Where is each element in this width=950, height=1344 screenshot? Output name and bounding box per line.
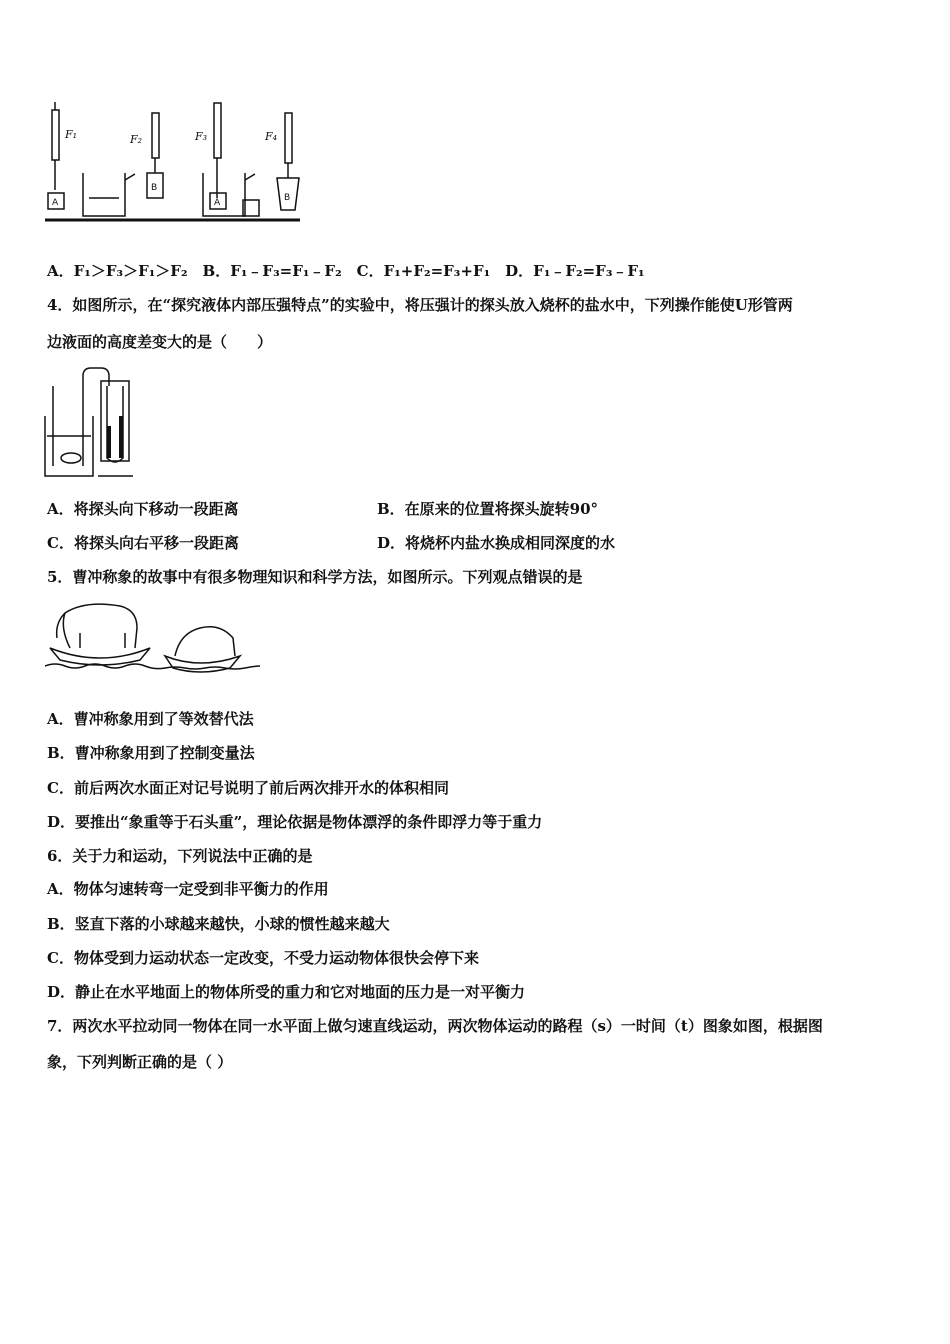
q6-option-b: B．竖直下落的小球越来越快，小球的惯性越来越大 — [47, 915, 390, 933]
q5-option-d: D．要推出“象重等于石头重”，理论依据是物体漂浮的条件即浮力等于重力 — [47, 813, 543, 831]
q7-stem-line1: 7．两次水平拉动同一物体在同一水平面上做匀速直线运动，两次物体运动的路程（s）一时间（t）图象如图，根据图 — [47, 1017, 823, 1035]
q4-stem-line1: 4．如图所示，在“探究液体内部压强特点”的实验中，将压强计的探头放入烧杯的盐水中，下列操作能使U形管两 — [47, 296, 793, 314]
block-b-water: B — [284, 193, 291, 203]
block-b: B — [151, 183, 158, 193]
q6-option-d: D．静止在水平地面上的物体所受的重力和它对地面的压力是一对平衡力 — [47, 983, 526, 1001]
label-f3: F₃ — [195, 130, 208, 143]
label-f4: F₄ — [265, 130, 278, 143]
pressure-gauge-figure — [43, 366, 138, 482]
q4-option-b: B．在原来的位置将探头旋转90° — [377, 500, 599, 518]
elephant-boat-figure — [45, 598, 260, 674]
block-a: A — [52, 198, 59, 208]
q5-option-c: C．前后两次水面正对记号说明了前后两次排开水的体积相同 — [47, 779, 449, 797]
q6-stem: 6．关于力和运动，下列说法中正确的是 — [47, 847, 313, 865]
q7-stem-line2: 象，下列判断正确的是（ ） — [47, 1053, 233, 1071]
q5-stem: 5．曹冲称象的故事中有很多物理知识和科学方法，如图所示。下列观点错误的是 — [47, 568, 583, 586]
spring-scale-figure — [45, 98, 305, 228]
q4-option-d: D．将烧杯内盐水换成相同深度的水 — [377, 534, 616, 552]
q6-option-c: C．物体受到力运动状态一定改变，不受力运动物体很快会停下来 — [47, 949, 479, 967]
label-f1: F₁ — [65, 128, 78, 141]
q4-option-c: C．将探头向右平移一段距离 — [47, 534, 239, 552]
q5-option-b: B．曹冲称象用到了控制变量法 — [47, 744, 255, 762]
block-a-submerged: A — [214, 198, 221, 208]
q6-option-a: A．物体匀速转弯一定受到非平衡力的作用 — [47, 880, 329, 898]
q4-stem-line2: 边液面的高度差变大的是（ ） — [47, 333, 273, 351]
q5-option-a: A．曹冲称象用到了等效替代法 — [47, 710, 254, 728]
q4-option-a: A．将探头向下移动一段距离 — [47, 500, 239, 518]
q3-options: A．F₁＞F₃＞F₁＞F₂ B．F₁﹣F₃=F₁﹣F₂ C．F₁+F₂=F₃+F₁ D．F₁﹣F₂=F₃﹣F₁ — [47, 262, 645, 280]
label-f2: F₂ — [130, 133, 143, 146]
